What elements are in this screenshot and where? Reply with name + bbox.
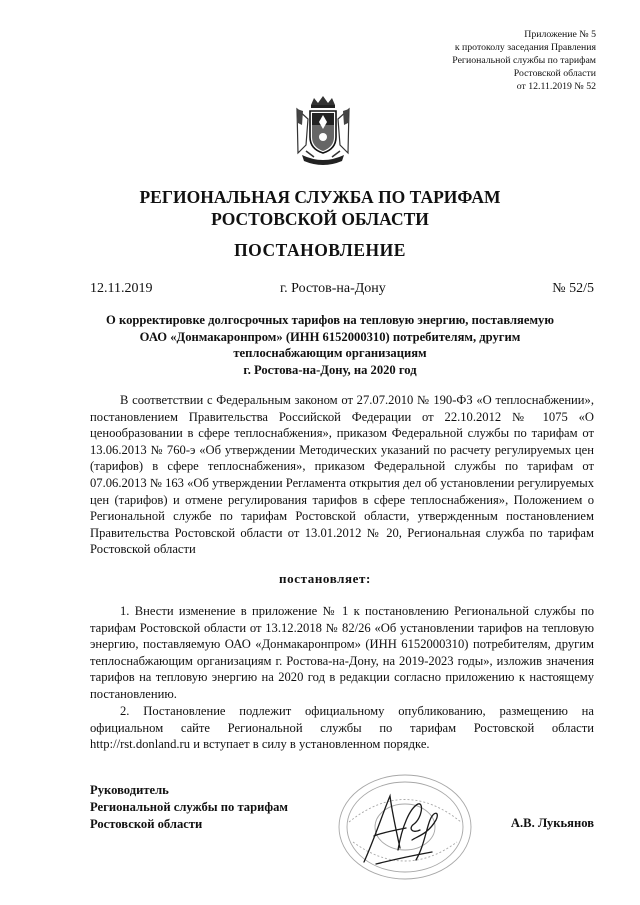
resolution-item-1: 1. Внести изменение в приложение № 1 к постановлению Региональной службы по тарифам Ростовской области от 13.12.2018 № 82/26 «Об установлении тарифов на тепловую энергию, поставляемую ОАО «Донмакаронпром» (ИНН 6152000310) потребителям, другим теплоснабжающим организациям г. Ростова-на-Дону, на 2019-2023 годы», изложив значения тарифов на тепловую энергию на 2020 год в редакции согласно приложению к настоящему постановлению. bbox=[90, 604, 594, 701]
document-city: г. Ростов-на-Дону bbox=[280, 281, 386, 296]
signer-title-line: Региональной службы по тарифам bbox=[90, 800, 288, 814]
document-date: 12.11.2019 bbox=[90, 281, 153, 296]
agency-name-line1: РЕГИОНАЛЬНАЯ СЛУЖБА ПО ТАРИФАМ bbox=[139, 187, 501, 207]
agency-name bbox=[0, 186, 640, 230]
agency-name-line2: РОСТОВСКОЙ ОБЛАСТИ bbox=[211, 209, 429, 229]
coat-of-arms-icon bbox=[294, 95, 352, 167]
annex-line: Региональной службы по тарифам bbox=[452, 55, 596, 66]
resolution-item-2: 2. Постановление подлежит официальному опубликованию, размещению на официальном сайте Региональной службы по тарифам Ростовской области http://rst.donland.ru и вступает в силу в установленном порядке. bbox=[90, 704, 594, 752]
handwritten-signature bbox=[356, 790, 446, 870]
document-number: № 52/5 bbox=[552, 281, 594, 296]
annex-reference bbox=[452, 28, 596, 93]
subject-line: О корректировке долгосрочных тарифов на тепловую энергию, поставляемую bbox=[106, 313, 554, 327]
document-type-title: ПОСТАНОВЛЕНИЕ bbox=[234, 240, 406, 260]
annex-line: к протоколу заседания Правления bbox=[454, 42, 596, 53]
annex-line: Приложение № 5 bbox=[524, 29, 596, 40]
preamble-paragraph: В соответствии с Федеральным законом от 27.07.2010 № 190-ФЗ «О теплоснабжении», постановлением Правительства Российской Федерации от 22.10.2012 № 1075 «О ценообразовании в сфере теплоснабжения», приказом Федеральной службы по тарифам от 13.06.2013 № 760-э «Об утверждении Методических указаний по расчету регулируемых цен (тарифов) в сфере теплоснабжения», приказом Федеральной службы по тарифам от 07.06.2013 № 163 «Об утверждении Регламента открытия дел об установлении регулируемых цен (тарифов) и отмене регулирования тарифов в сфере теплоснабжения», Положением о Региональной службе по тарифам Ростовской области, утвержденным постановлением Правительства Ростовской области от 13.01.2012 № 20, Региональная служба по тарифам Ростовской области bbox=[90, 393, 594, 557]
signer-title-line: Ростовской области bbox=[90, 817, 203, 831]
annex-line: от 12.11.2019 № 52 bbox=[516, 81, 596, 92]
signer-title-line: Руководитель bbox=[90, 783, 169, 797]
signer-name: А.В. Лукьянов bbox=[510, 816, 594, 830]
subject-line: ОАО «Донмакаронпром» (ИНН 6152000310) потребителям, другим bbox=[139, 329, 521, 344]
resolves-heading: постановляет: bbox=[279, 571, 371, 586]
annex-line: Ростовской области bbox=[513, 68, 596, 79]
signer-title bbox=[90, 782, 288, 833]
subject-line: г. Ростова-на-Дону, на 2020 год bbox=[243, 362, 417, 377]
subject-line: теплоснабжающим организациям bbox=[233, 346, 427, 360]
document-subject bbox=[60, 312, 600, 378]
dateline bbox=[90, 281, 594, 299]
